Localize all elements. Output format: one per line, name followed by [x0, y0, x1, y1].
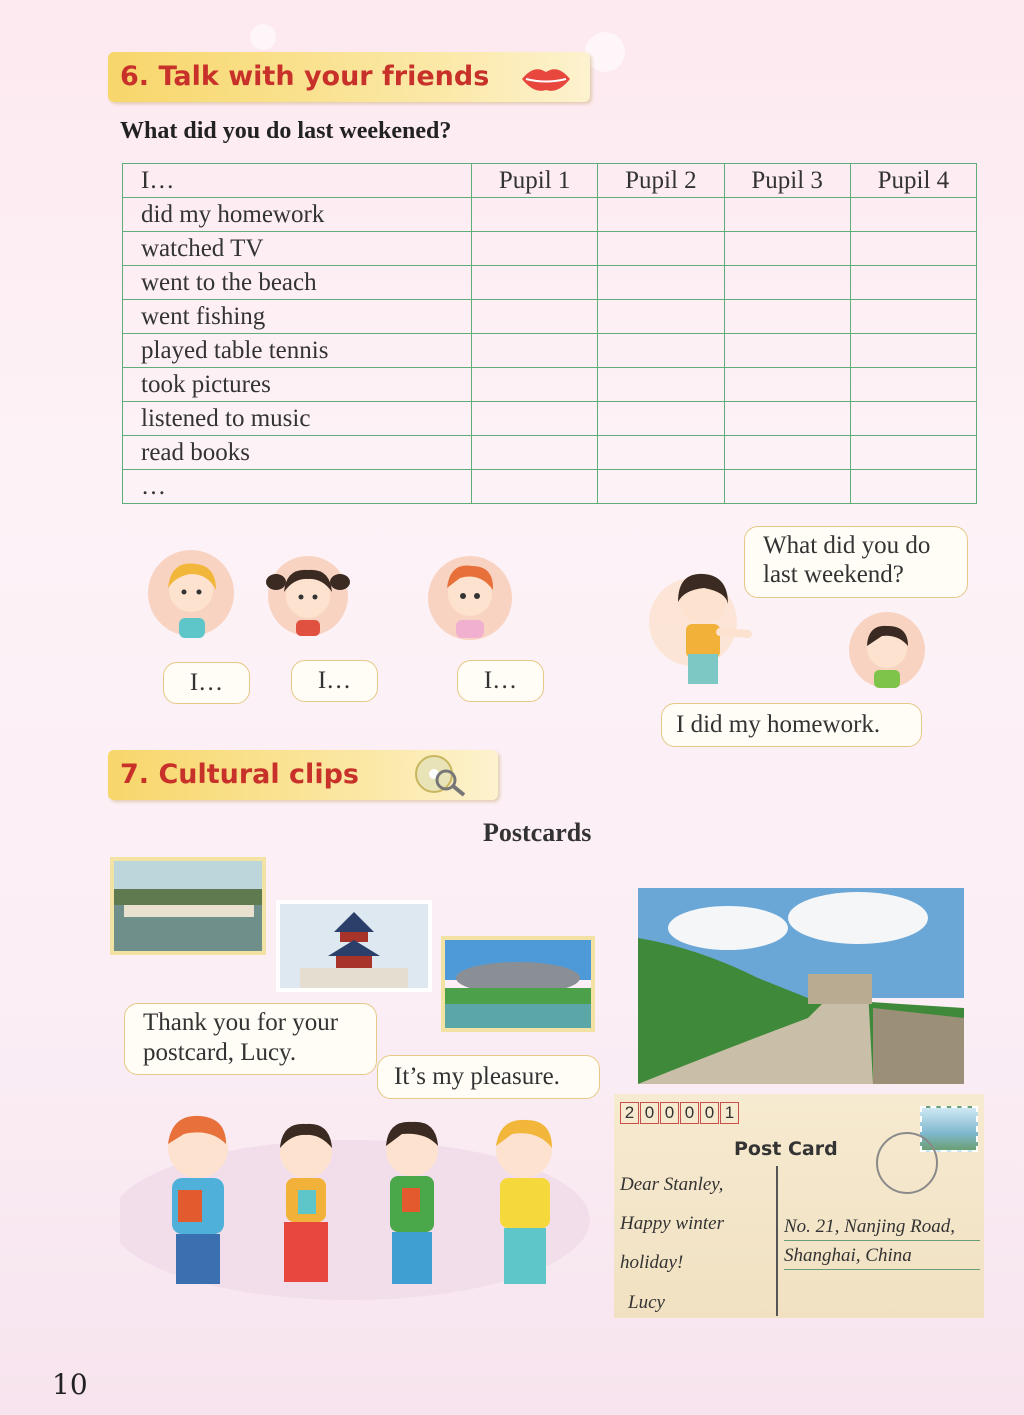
answer-cell[interactable]	[724, 198, 850, 232]
answer-cell[interactable]	[724, 266, 850, 300]
answer-cell[interactable]	[850, 436, 976, 470]
answer-cell[interactable]	[472, 300, 598, 334]
table-row	[123, 436, 977, 470]
page-number: 10	[52, 1368, 88, 1401]
activity-cell: read books	[123, 436, 472, 470]
postcard-message-line2: holiday!	[620, 1252, 684, 1273]
answer-cell[interactable]	[598, 402, 724, 436]
great-wall-image	[638, 888, 964, 1084]
kid2-speech-bubble	[291, 660, 378, 702]
answer-cell[interactable]	[724, 232, 850, 266]
kid3-speech-text: I…	[483, 667, 518, 694]
answer-cell[interactable]	[850, 300, 976, 334]
postcard	[614, 1094, 984, 1318]
section7-banner	[108, 750, 498, 800]
postal-code-digit: 0	[700, 1102, 719, 1124]
activity-cell: watched TV	[123, 232, 472, 266]
table-row	[123, 266, 977, 300]
kid2-speech-text: I…	[317, 667, 352, 694]
postcard-message-line1: Happy winter	[620, 1213, 724, 1234]
answer-cell[interactable]	[850, 232, 976, 266]
blonde-girl-figure	[496, 1120, 552, 1284]
boy-answer-text: I did my homework.	[676, 711, 881, 738]
table-row	[123, 334, 977, 368]
decor-circle	[585, 32, 625, 72]
stadium-photo	[441, 936, 595, 1032]
answer-cell[interactable]	[850, 198, 976, 232]
postal-code-boxes	[620, 1102, 739, 1124]
table-row	[123, 300, 977, 334]
kid1-speech-text: I…	[189, 669, 224, 696]
answer-cell[interactable]	[724, 334, 850, 368]
activity-cell: went fishing	[123, 300, 472, 334]
section6-banner	[108, 52, 590, 102]
activity-cell: went to the beach	[123, 266, 472, 300]
table-header-pupil1: Pupil 1	[472, 164, 598, 198]
answer-cell[interactable]	[724, 300, 850, 334]
postmark-icon	[876, 1132, 938, 1194]
activity-cell: took pictures	[123, 368, 472, 402]
postcard-divider	[776, 1166, 778, 1316]
answer-cell[interactable]	[598, 300, 724, 334]
seventeen-arch-bridge-image	[114, 861, 262, 951]
section6-title: 6. Talk with your friends	[120, 61, 490, 92]
postal-code-digit: 2	[620, 1102, 639, 1124]
survey-question: What did you do last weekened?	[120, 118, 452, 144]
answer-cell[interactable]	[472, 334, 598, 368]
survey-table	[122, 163, 977, 504]
activity-cell: listened to music	[123, 402, 472, 436]
table-header-row	[123, 164, 977, 198]
table-row	[123, 232, 977, 266]
girl-question-text: What did you do last weekend?	[763, 532, 931, 588]
red-hair-boy-figure	[168, 1116, 228, 1284]
activity-cell: did my homework	[123, 198, 472, 232]
birds-nest-stadium-image	[445, 940, 591, 1028]
red-hair-boy-illustration	[420, 550, 520, 645]
answer-cell[interactable]	[472, 402, 598, 436]
table-row	[123, 470, 977, 504]
postal-code-digit: 0	[680, 1102, 699, 1124]
great-wall-photo	[638, 888, 964, 1084]
postcard-address-line1: No. 21, Nanjing Road,	[784, 1216, 980, 1241]
table-header-activity: I…	[123, 164, 472, 198]
answer-cell[interactable]	[472, 232, 598, 266]
table-header-pupil4: Pupil 4	[850, 164, 976, 198]
answer-cell[interactable]	[598, 334, 724, 368]
temple-photo	[276, 900, 432, 992]
table-header-pupil2: Pupil 2	[598, 164, 724, 198]
answer-cell[interactable]	[598, 436, 724, 470]
postal-code-digit: 0	[640, 1102, 659, 1124]
answer-cell[interactable]	[724, 436, 850, 470]
answer-cell[interactable]	[472, 436, 598, 470]
answer-cell[interactable]	[598, 232, 724, 266]
answer-cell[interactable]	[850, 368, 976, 402]
postcard-signature: Lucy	[628, 1292, 665, 1313]
postcard-greeting: Dear Stanley,	[620, 1174, 724, 1195]
kid3-speech-bubble	[457, 660, 544, 702]
lips-icon	[520, 64, 572, 94]
temple-of-heaven-image	[280, 904, 428, 988]
answer-cell[interactable]	[724, 402, 850, 436]
blonde-girl-illustration	[146, 548, 236, 643]
answer-cell[interactable]	[472, 368, 598, 402]
answer-cell[interactable]	[850, 470, 976, 504]
postcard-title: Post Card	[734, 1138, 838, 1160]
section7-title: 7. Cultural clips	[120, 759, 359, 790]
boy-answer-bubble	[661, 703, 922, 747]
girl-question-bubble	[744, 526, 968, 598]
pigtail-girl-figure	[280, 1124, 332, 1282]
table-row	[123, 368, 977, 402]
cd-magnifier-icon	[408, 752, 472, 798]
answer-cell[interactable]	[850, 334, 976, 368]
answer-cell[interactable]	[850, 402, 976, 436]
postal-code-digit: 1	[720, 1102, 739, 1124]
decor-circle	[250, 24, 276, 50]
dark-hair-boy-figure	[386, 1122, 438, 1284]
table-row	[123, 402, 977, 436]
table-row	[123, 198, 977, 232]
answer-cell[interactable]	[850, 266, 976, 300]
table-header-pupil3: Pupil 3	[724, 164, 850, 198]
answer-cell[interactable]	[472, 266, 598, 300]
black-hair-girl-illustration	[258, 552, 358, 642]
activity-cell: …	[123, 470, 472, 504]
answer-cell[interactable]	[598, 198, 724, 232]
answer-cell[interactable]	[598, 470, 724, 504]
answer-cell[interactable]	[724, 368, 850, 402]
pleasure-speech-text: It’s my pleasure.	[394, 1063, 560, 1090]
activity-cell: played table tennis	[123, 334, 472, 368]
postcard-address-line2: Shanghai, China	[784, 1245, 980, 1270]
postcards-heading: Postcards	[483, 818, 592, 847]
four-children-illustration	[120, 1100, 590, 1300]
bridge-photo	[110, 857, 266, 955]
postal-code-digit: 0	[660, 1102, 679, 1124]
answer-cell[interactable]	[472, 470, 598, 504]
thanks-speech-text: Thank you for your postcard, Lucy.	[143, 1009, 339, 1066]
thanks-speech-bubble	[124, 1003, 377, 1075]
kid1-speech-bubble	[163, 662, 250, 704]
boy-answering-illustration	[832, 612, 942, 692]
answer-cell[interactable]	[598, 368, 724, 402]
answer-cell[interactable]	[724, 470, 850, 504]
pleasure-speech-bubble	[377, 1055, 600, 1099]
answer-cell[interactable]	[472, 198, 598, 232]
answer-cell[interactable]	[598, 266, 724, 300]
